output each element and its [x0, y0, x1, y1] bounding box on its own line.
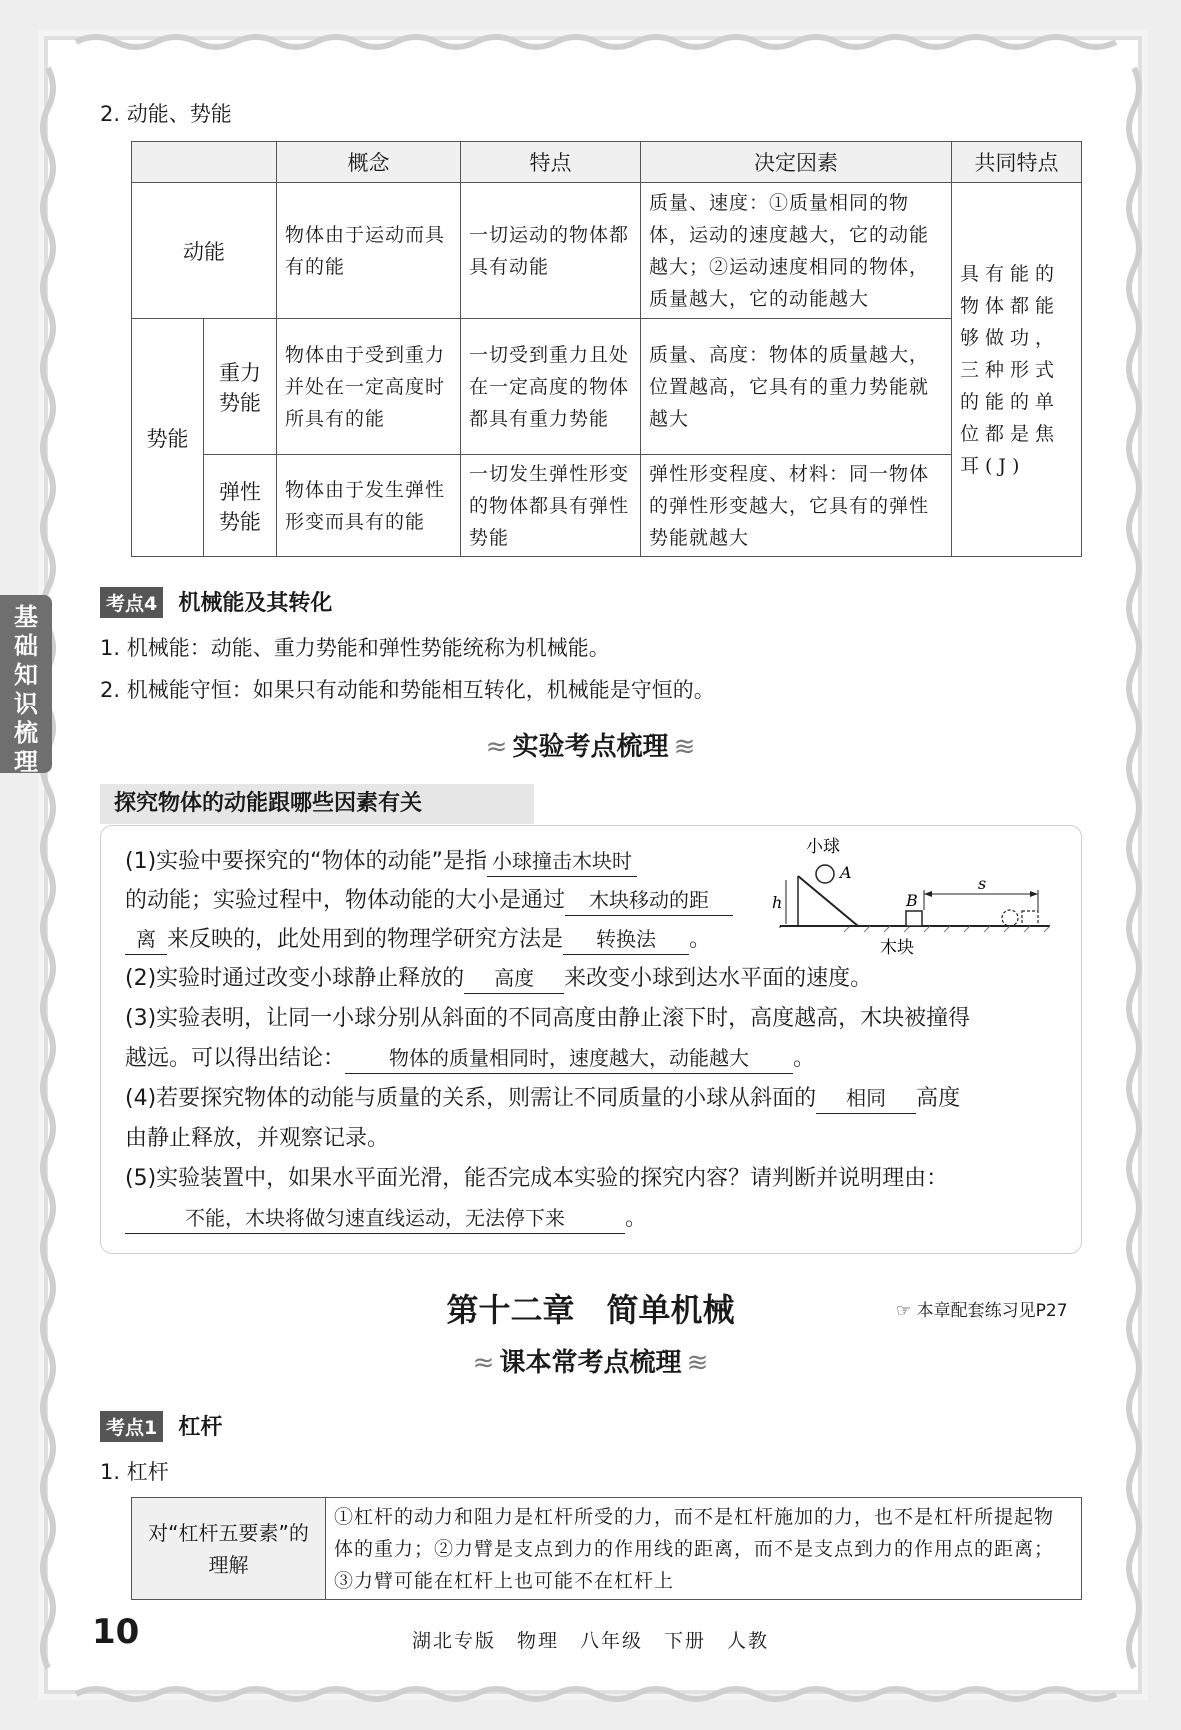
diagram-ball-label: 小球: [806, 837, 840, 857]
side-tab-label: 基础知识梳理: [14, 603, 38, 776]
experiment-section-title: 实验考点梳理: [512, 732, 669, 762]
energy-table: [131, 141, 1082, 557]
gravity-factors: 质量、高度：物体的质量越大，位置越高，它具有的重力势能就越大: [641, 319, 952, 455]
elastic-feature: 一切发生弹性形变的物体都具有弹性势能: [461, 455, 641, 557]
kaodian4-line1: 1. 机械能：动能、重力势能和弹性势能统称为机械能。: [100, 636, 610, 660]
exp-q5-line1: (5)实验装置中，如果水平面光滑，能否完成本实验的探究内容？请判断并说明理由：: [125, 1166, 949, 1191]
exp-q1-text-c: 来反映的，此处用到的物理学研究方法是: [167, 927, 564, 952]
wave-left-icon-2: ≈: [472, 1348, 495, 1378]
practice-reference-text: 本章配套练习见P27: [916, 1301, 1068, 1321]
exp-q3-line1: (3)实验表明，让同一小球分别从斜面的不同高度由静止滚下时，高度越高，木块被撞得: [125, 1006, 971, 1031]
exp-q3-end: 。: [793, 1046, 816, 1071]
block-icon: [906, 911, 922, 926]
exp-q3-line2: [125, 1040, 815, 1078]
exp-q4-text-b: 高度: [916, 1086, 961, 1111]
answer-blank-2a: 木块移动的距: [565, 885, 733, 916]
footer-info: 湖北专版 物理 八年级 下册 人教: [411, 1630, 769, 1652]
exp-q1-text-a: (1)实验中要探究的“物体的动能”是指: [125, 849, 487, 874]
header-feature: 特点: [461, 142, 641, 183]
kaodian1-sub: 1. 杠杆: [100, 1460, 169, 1484]
exp-q3-text-b: 越远。可以得出结论：: [125, 1046, 346, 1071]
answer-blank-5: 物体的质量相同时，速度越大，动能越大: [345, 1043, 793, 1074]
row-label-kinetic: 动能: [132, 183, 277, 319]
elastic-factors: 弹性形变程度、材料：同一物体的弹性形变越大，它具有的弹性势能就越大: [641, 455, 952, 557]
wave-left-icon: ≈: [485, 732, 508, 762]
pointing-hand-icon: ☞: [896, 1301, 912, 1321]
exp-q4-line2: 由静止释放，并观察记录。: [125, 1126, 390, 1151]
diagram-h-label: h: [772, 893, 783, 912]
diagram-b-label: B: [906, 891, 918, 910]
answer-blank-4: 高度: [464, 963, 564, 994]
lever-row-text: ①杠杆的动力和阻力是杠杆所受的力，而不是杠杆施加的力，也不是杠杆所提起物体的重力；②力臂是支点到力的作用线的距离，而不是支点到力的作用点的距离；③力臂可能在杠杆上也可能不在杠杆上: [326, 1498, 1082, 1600]
lever-table-row: [132, 1498, 1082, 1600]
exp-q1-line2: [125, 882, 765, 920]
exp-q1-text-b: 的动能；实验过程中，物体动能的大小是通过: [125, 888, 566, 913]
textbook-section-title: 课本常考点梳理: [499, 1348, 682, 1378]
chapter-title: 第十二章 简单机械: [446, 1291, 735, 1329]
answer-blank-2b: 离: [125, 924, 167, 955]
exp-q4-line1: [125, 1080, 960, 1118]
page-number: 10: [92, 1612, 140, 1652]
answer-blank-3: 转换法: [563, 924, 689, 955]
common-feature: 具有能的物体都能够做功，三种形式的能的单位都是焦耳(J): [952, 183, 1082, 557]
answer-blank-6: 相同: [816, 1083, 916, 1114]
header-factors: 决定因素: [641, 142, 952, 183]
ball-icon: [816, 865, 834, 883]
kaodian4-tag: 考点4: [100, 587, 163, 618]
header-common: 共同特点: [952, 142, 1082, 183]
kaodian1-heading: [100, 1410, 222, 1442]
table-row-gravity: [132, 319, 1082, 455]
kinetic-feature: 一切运动的物体都具有动能: [461, 183, 641, 319]
kaodian1-tag: 考点1: [100, 1411, 163, 1442]
diagram-a-label: A: [840, 863, 852, 882]
section-title-kinetic-potential: 2. 动能、势能: [100, 102, 232, 126]
experiment-section-heading: [0, 726, 1181, 763]
row-label-potential: 势能: [132, 319, 204, 557]
textbook-section-heading: [0, 1342, 1181, 1379]
exp-q1-line1: [125, 843, 765, 881]
kinetic-concept: 物体由于运动而具有的能: [277, 183, 461, 319]
header-concept: 概念: [277, 142, 461, 183]
elastic-concept: 物体由于发生弹性形变而具有的能: [277, 455, 461, 557]
gravity-concept: 物体由于受到重力并处在一定高度时所具有的能: [277, 319, 461, 455]
lever-table: [131, 1497, 1082, 1600]
header-empty-cell: [132, 142, 277, 183]
exp-q2-text-b: 来改变小球到达水平面的速度。: [564, 966, 873, 991]
gravity-feature: 一切受到重力且处在一定高度的物体都具有重力势能: [461, 319, 641, 455]
diagram-s-label: s: [978, 874, 987, 893]
experiment-title: 探究物体的动能跟哪些因素有关: [100, 784, 534, 824]
answer-blank-1: 小球撞击木块时: [487, 846, 637, 877]
diagram-block-label: 木块: [880, 938, 914, 958]
row-label-gravity: 重力势能: [204, 319, 277, 455]
exp-q5-end: 。: [625, 1206, 648, 1231]
kinetic-factors: 质量、速度：①质量相同的物体，运动的速度越大，它的动能越大；②运动速度相同的物体，质量越大，它的动能越大: [641, 183, 952, 319]
row-label-elastic: 弹性势能: [204, 455, 277, 557]
wave-right-icon: ≋: [673, 732, 696, 762]
exp-q1-line3: [125, 921, 765, 959]
table-header-row: [132, 142, 1082, 183]
kaodian4-heading: [100, 586, 332, 618]
exp-q5-line2: [125, 1200, 647, 1238]
answer-blank-7: 不能，木块将做匀速直线运动，无法停下来: [125, 1203, 625, 1234]
kaodian4-line2: 2. 机械能守恒：如果只有动能和势能相互转化，机械能是守恒的。: [100, 678, 715, 702]
kaodian4-title: 机械能及其转化: [178, 591, 333, 616]
exp-q2-text-a: (2)实验时通过改变小球静止释放的: [125, 966, 465, 991]
lever-row-label: 对“杠杆五要素”的理解: [132, 1498, 326, 1600]
table-row-elastic: [132, 455, 1082, 557]
exp-q2-line: [125, 960, 872, 998]
wave-right-icon-2: ≋: [686, 1348, 709, 1378]
exp-q1-end: 。: [689, 927, 712, 952]
practice-reference[interactable]: [896, 1296, 1068, 1321]
exp-q4-text-a: (4)若要探究物体的动能与质量的关系，则需让不同质量的小球从斜面的: [125, 1086, 817, 1111]
kaodian1-title: 杠杆: [178, 1415, 223, 1440]
table-row-kinetic: [132, 183, 1082, 319]
incline-ball-block-diagram: [770, 830, 1070, 960]
